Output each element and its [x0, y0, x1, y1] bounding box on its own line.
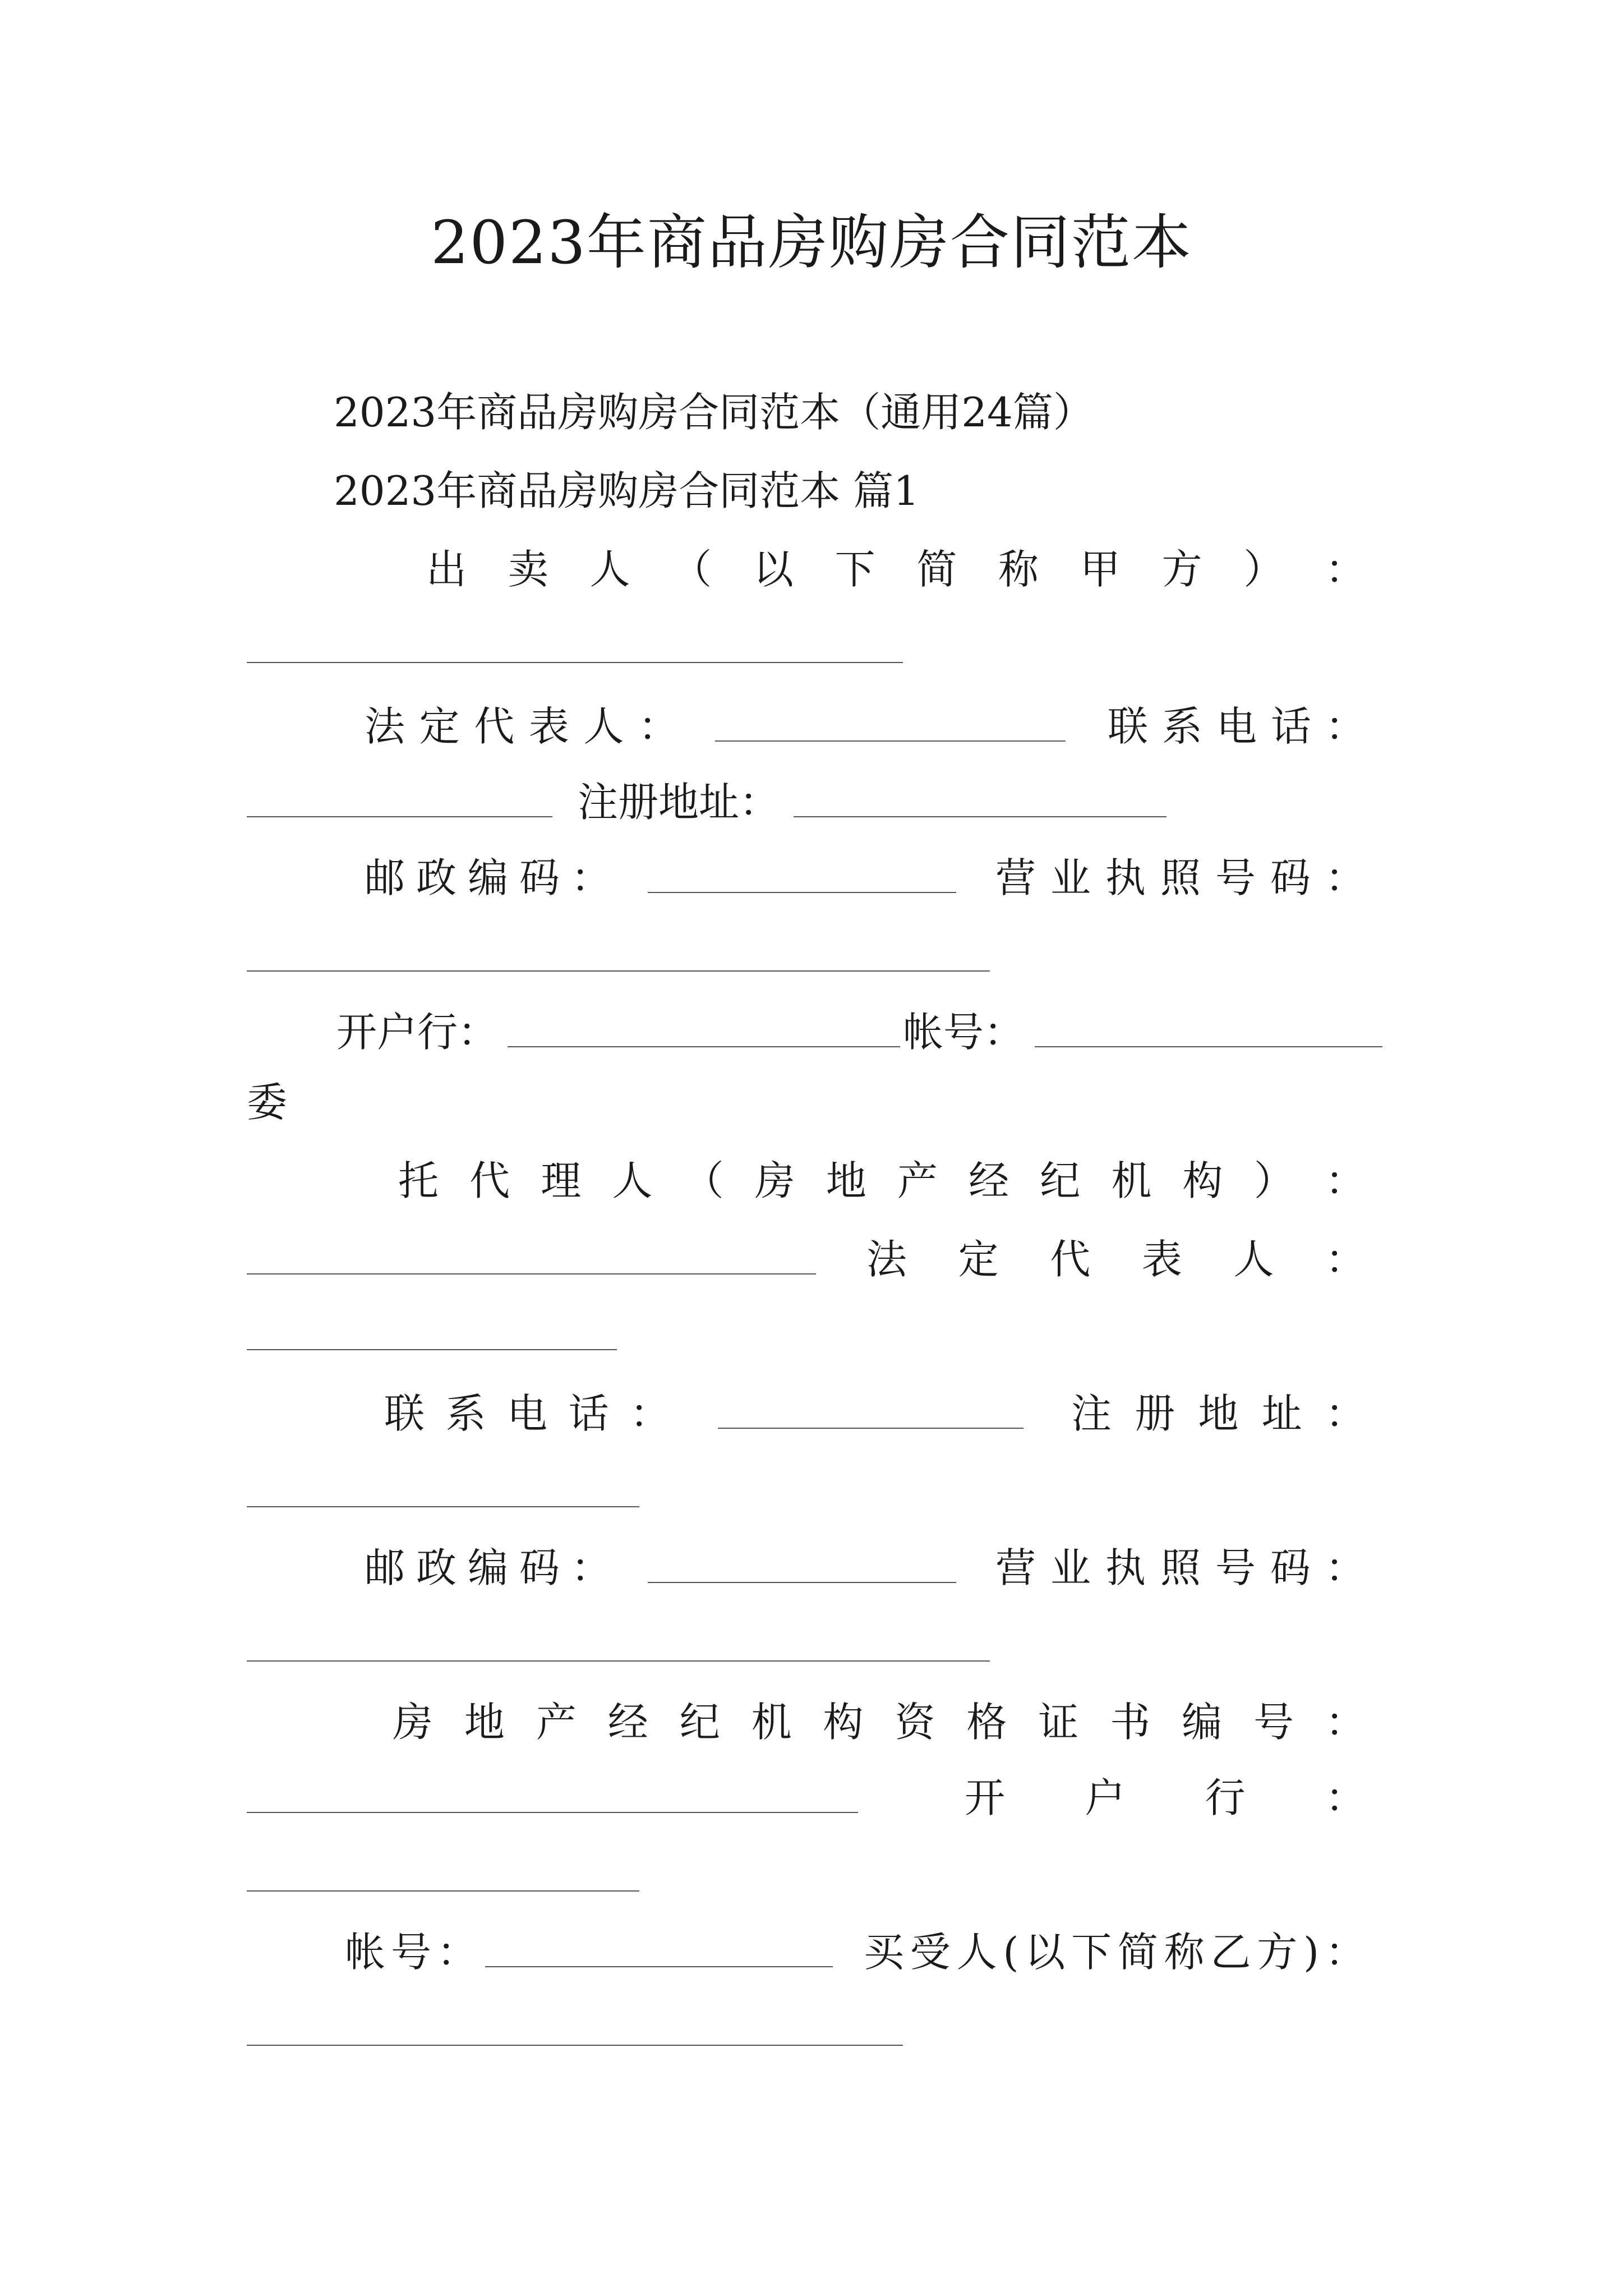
agent-account-label: 帐号：	[345, 1929, 483, 1976]
agent-license-label: 营 业 执 照 号 码 ：	[995, 1544, 1366, 1591]
agent-address-field[interactable]	[247, 1506, 639, 1507]
seller-license-label: 营 业 执 照 号 码 ：	[995, 854, 1366, 901]
seller-name-field[interactable]	[247, 662, 903, 663]
agent-license-field[interactable]	[247, 1660, 990, 1662]
agent-cert-field[interactable]	[247, 1812, 858, 1813]
document-subtitle: 2023年商品房购房合同范本（通用24篇）	[334, 389, 1094, 436]
buyer-name-field[interactable]	[247, 2045, 903, 2046]
section-heading: 2023年商品房购房合同范本 篇1	[334, 467, 919, 514]
agent-bank-label: 开 户 行 ：	[965, 1774, 1366, 1821]
seller-address-field[interactable]	[794, 816, 1166, 817]
seller-postal-label: 邮 政 编 码 ：	[365, 854, 611, 901]
seller-label: 出 卖 人 （ 以 下 简 称 甲 方 ） ：	[426, 546, 1366, 593]
buyer-label: 买 受 人 ( 以 下 简 称 乙 方 ) ：	[864, 1929, 1366, 1976]
agent-cert-label: 房 地 产 经 纪 机 构 资 格 证 书 编 号 ：	[393, 1699, 1366, 1746]
agent-phone-field[interactable]	[718, 1428, 1023, 1429]
seller-bank-field[interactable]	[508, 1046, 900, 1047]
agent-legal-rep-field[interactable]	[247, 1349, 617, 1350]
agent-name-field[interactable]	[247, 1273, 816, 1274]
seller-legal-rep-label: 法 定 代 表 人 ：	[365, 703, 679, 750]
agent-postal-label: 邮 政 编 码 ：	[365, 1544, 611, 1591]
agent-label-wrap: 委	[247, 1079, 288, 1126]
document-title: 2023年商品房购房合同范本	[431, 208, 1192, 277]
seller-license-field[interactable]	[247, 970, 990, 972]
agent-address-label: 注 册 地 址 ：	[1071, 1390, 1366, 1437]
seller-phone-field[interactable]	[247, 816, 552, 817]
agent-postal-field[interactable]	[648, 1582, 956, 1583]
seller-account-field[interactable]	[1035, 1046, 1382, 1047]
agent-account-field[interactable]	[485, 1966, 833, 1967]
agent-label: 托 代 理 人 （ 房 地 产 经 纪 机 构 ） ：	[398, 1157, 1366, 1204]
agent-bank-field[interactable]	[247, 1890, 639, 1892]
seller-legal-rep-field[interactable]	[715, 740, 1066, 742]
seller-account-label: 帐号：	[903, 1009, 1025, 1056]
seller-bank-label: 开户行：	[336, 1009, 499, 1056]
seller-postal-field[interactable]	[648, 892, 956, 893]
seller-address-label: 注册地址：	[578, 779, 780, 826]
seller-phone-label: 联 系 电 话 ：	[1108, 703, 1366, 750]
agent-phone-label: 联 系 电 话 ：	[384, 1390, 670, 1437]
agent-legal-rep-label: 法 定 代 表 人 ：	[866, 1236, 1366, 1283]
